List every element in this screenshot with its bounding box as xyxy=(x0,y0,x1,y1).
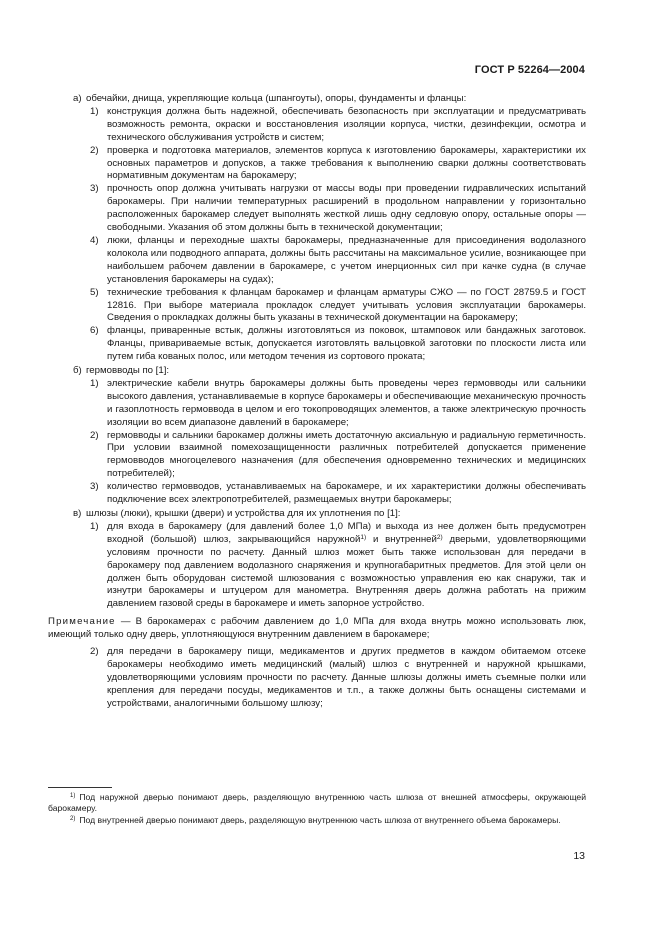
list-item-label: 3) xyxy=(90,183,99,195)
list-item xyxy=(90,145,586,184)
list-item-text: прочность опор должна учитывать нагрузки от массы воды при проведении гидравлических испытаний барокамеры. При наличии температурных расширений в продольном направлении у горизонтально расположенных барокамер следует выполнять жесткой лишь одну седловую опору, остальные опоры — свободными. Указания об этом должны быть в технической документации; xyxy=(107,183,586,234)
list-item xyxy=(90,183,586,235)
list-item xyxy=(90,378,586,430)
section-a xyxy=(73,93,586,106)
list-item-text xyxy=(107,521,586,611)
list-item-label: 1) xyxy=(90,520,99,532)
footnotes xyxy=(48,792,586,828)
section-text: обечайки, днища, укрепляющие кольца (шпангоуты), опоры, фундаменты и фланцы: xyxy=(86,93,467,104)
text-part: дверьми, удовлетворяющими условиям прочности по расчету. Данный шлюз может быть также использован для передачи в барокамеру под давлением водолазного снаряжения и крупногабаритных предметов. Для этой цели он должен быть оборудован системой шлюзования с возможностью управления ею как снаружи, так и изнутри барокамеры и штуцером для манометра. Внутренняя дверь должна работать на прижим давлением газовой среды в барокамере и иметь запорное устройство. xyxy=(107,533,586,610)
list-item-label: 2) xyxy=(90,429,99,441)
list-item xyxy=(90,287,586,326)
footnote-mark: 1) xyxy=(70,793,76,799)
list-item xyxy=(90,430,586,482)
list-item-label: 5) xyxy=(90,286,99,298)
note-keyword: Примечание xyxy=(48,616,116,628)
page-number: 13 xyxy=(573,850,585,862)
list-item xyxy=(90,325,586,364)
list-item-label: 3) xyxy=(90,481,99,493)
list-item-label: 6) xyxy=(90,325,99,337)
section-label: б) xyxy=(73,365,82,377)
list-item-text: технические требования к фланцам барокамер и фланцам арматуры СЖО — по ГОСТ 28759.5 и ГОСТ 12816. При выборе материала прокладок следует учитывать условия эксплуатации барокамеры. Сведения о прокладках должны быть указаны в технической документации на барокамеру; xyxy=(107,286,586,324)
list-item-text: люки, фланцы и переходные шахты барокамеры, предназначенные для присоединения водолазного колокола или подводного аппарата, должны быть рассчитаны на максимальное усилие, возникающее при наибольшем рабочем давлении в барокамере, с учетом инерционных сил при качке судна (в случае установления барокамеры на судах); xyxy=(107,234,586,285)
note-text: — В барокамерах с рабочим давлением до 1,0 МПа для входа внутрь можно использовать люк, имеющий только одну дверь, уплотняющуюся внутренним давлением в барокамере; xyxy=(48,616,586,641)
section-label: а) xyxy=(73,93,82,104)
footnote-text: Под наружной дверью понимают дверь, разделяющую внутреннюю часть шлюза от внешней атмосферы, окружающей барокамеру. xyxy=(48,792,586,814)
footnote xyxy=(48,792,586,814)
list-item xyxy=(90,521,586,611)
footnote xyxy=(48,815,586,826)
footnote-ref: 1) xyxy=(360,533,367,541)
section-text: гермовводы по [1]: xyxy=(86,365,170,377)
list-item xyxy=(90,646,586,711)
footnote-mark: 2) xyxy=(70,816,76,823)
main-text xyxy=(48,92,586,711)
footnote-divider xyxy=(48,787,112,788)
list-item-text: конструкция должна быть надежной, обеспечивать безопасность при эксплуатации и предусматривать возможность ремонта, окраски и восстановления изоляции корпуса, чистки, дезинфекции, осмотра и технического обслуживания устройств и систем; xyxy=(107,105,586,143)
list-item-label: 4) xyxy=(90,234,99,246)
list-item-label: 1) xyxy=(90,377,99,389)
note xyxy=(48,616,586,642)
section-label: в) xyxy=(73,508,82,519)
list-item xyxy=(90,481,586,507)
list-item-text: фланцы, приваренные встык, должны изготовляться из поковок, штамповок или бандажных заготовок. Фланцы, привариваемые встык, допускается изготовлять вальцовкой заготовки по плоскости листа или путем гиба кованых полос, или методом течения из сортового проката; xyxy=(107,325,586,363)
list-item-label: 2) xyxy=(90,646,99,658)
footnote-text: Под внутренней дверью понимают дверь, разделяющую внутреннюю часть шлюза от внутреннего объема барокамеры. xyxy=(79,815,561,826)
list-item-text: количество гермовводов, устанавливаемых на барокамере, и их характеристики должны обеспечивать подключение всех электропотребителей, размещаемых внутри барокамеры; xyxy=(107,481,586,506)
text-part: и внутренней xyxy=(366,533,437,545)
section-c xyxy=(73,508,586,521)
document-code: ГОСТ Р 52264—2004 xyxy=(474,64,585,76)
section-b xyxy=(73,365,586,378)
list-item-label: 2) xyxy=(90,144,99,156)
list-item xyxy=(90,106,586,145)
list-item-text: гермовводы и сальники барокамер должны иметь достаточную аксиальную и радиальную герметичность. При условии взаимной помехозащищенности различных потребителей допускается применение гермовводов многоцелевого назначения (для обеспечения одновременно технических и медицинских потребителей); xyxy=(107,429,586,480)
section-text: шлюзы (люки), крышки (двери) и устройства для их уплотнения по [1]: xyxy=(86,508,401,519)
list-item-text: электрические кабели внутрь барокамеры должны быть проведены через гермовводы или сальники высокого давления, устанавливаемые в корпусе барокамеры и обеспечивающие механическую прочность и газоплотность гермоввода в целом и его токопроводящих элементов, а также электрическую прочность изоляции во всем диапазоне давлений в барокамере; xyxy=(107,377,586,428)
list-item-label: 1) xyxy=(90,105,99,117)
list-item xyxy=(90,235,586,287)
footnote-ref: 2) xyxy=(436,533,443,541)
list-item-text: для передачи в барокамеру пищи, медикаментов и других предметов в каждом обитаемом отсеке барокамеры необходимо иметь медицинский (малый) шлюз с внутренней и наружной крышками, удовлетворяющими условиям прочности по расчету. Данные шлюзы должны иметь съемные полки или крепления для передачи посуды, медикаментов и т.п., а также должны быть оснащены системами и устройствами, аналогичными большому шлюзу; xyxy=(107,646,586,709)
list-item-text: проверка и подготовка материалов, элементов корпуса к изготовлению барокамеры, характеристики их основных параметров и допусков, а также требования к выполнению сварки должны соответствовать нормативным документам на барокамеру; xyxy=(107,144,586,182)
text-part: для входа в барокамеру (для давлений более 1,0 МПа) и выхода из нее должен быть предусмотрен входной (большой) шлюз, закрывающийся наружной xyxy=(107,520,586,545)
